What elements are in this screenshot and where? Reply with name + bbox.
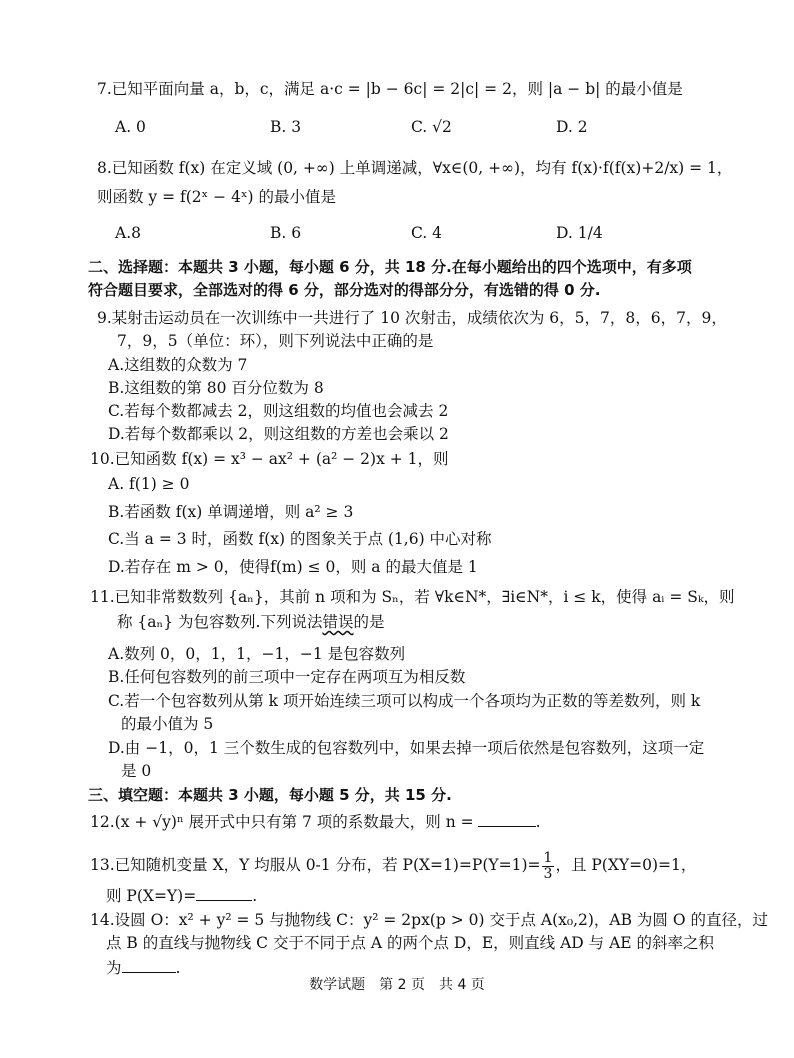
q7-option-b: B. 3 [270,118,302,136]
q13-fraction [542,851,555,882]
q9-option-d: D.若每个数都乘以 2，则这组数的方差也会乘以 2 [108,425,449,443]
q10-option-d: D.若存在 m > 0，使得f(m) ≤ 0，则 a 的最大值是 1 [108,558,478,576]
page-footer: 数学试题 第 2 页 共 4 页 [309,977,485,993]
q10-stem: 10.已知函数 f(x) = x³ − ax² + (a² − 2)x + 1，则 [90,450,449,468]
q8-stem-line1: 8.已知函数 f(x) 在定义域 (0, +∞) 上单调递减，∀x∈(0, +∞)，均有 f(x)·f(f(x)+2/x) = 1， [97,159,733,177]
q11-option-d-line1: D.由 −1，0，1 三个数生成的包容数列中，如果去掉一项后依然是包容数列，这项一定 [108,739,705,757]
q10-option-a: A. f(1) ≥ 0 [108,475,190,493]
q9-stem-line1: 9.某射击运动员在一次训练中一共进行了 10 次射击，成绩依次为 6，5，7，8，6，7，9， [97,309,727,327]
q13-text-a: 13.已知随机变量 X，Y 均服从 0-1 分布，若 P(X=1)=P(Y=1)= [90,856,541,874]
q8-option-d: D. 1/4 [556,224,603,242]
q10-option-c: C.当 a = 3 时，函数 f(x) 的图象关于点 (1,6) 中心对称 [108,530,492,548]
q10-option-b: B.若函数 f(x) 单调递增，则 a² ≥ 3 [108,503,354,521]
q11-option-c-line2: 的最小值为 5 [121,715,214,733]
q14-stem-line1: 14.设圆 O：x² + y² = 5 与抛物线 C：y² = 2px(p > 0) 交于点 A(x₀,2)，AB 为圆 O 的直径，过 [90,911,768,929]
q11-stem-line2c: 的是 [353,613,385,631]
q14-text-c: 为 [106,959,122,977]
q11-option-a: A.数列 0，0，1，1，−1，−1 是包容数列 [108,645,406,663]
q12-answer-blank[interactable] [478,810,536,827]
q11-option-c-line1: C.若一个包容数列从第 k 项开始连续三项可以构成一个各项均为正数的等差数列，则 k [108,692,701,710]
q14-end: . [175,959,181,977]
q8-option-c: C. 4 [411,224,443,242]
section3-heading: 三、填空题：本题共 3 小题，每小题 5 分，共 15 分. [88,786,452,804]
q7-option-d: D. 2 [556,118,588,136]
section2-heading-line2: 符合题目要求，全部选对的得 6 分，部分选对的得部分分，有选错的得 0 分. [88,281,601,299]
q12-text: 12.(x + √y)ⁿ 展开式中只有第 7 项的系数最大，则 n = [90,813,474,831]
q8-option-b: B. 6 [270,224,302,242]
q11-option-d-line2: 是 0 [121,762,152,780]
q9-option-b: B.这组数的第 80 百分位数为 8 [108,379,324,397]
section2-heading-line1: 二、选择题：本题共 3 小题，每小题 6 分，共 18 分.在每小题给出的四个选项中，有多项 [88,258,692,276]
q12-end: . [535,813,541,831]
q9-option-c: C.若每个数都减去 2，则这组数的均值也会减去 2 [108,402,449,420]
q13-fraction-numerator: 1 [543,849,553,866]
q13-stem-line1 [90,850,696,882]
q14-answer-blank[interactable] [122,956,176,973]
q7-option-c: C. √2 [411,118,452,136]
q8-stem-line2: 则函数 y = f(2ˣ − 4ˣ) 的最小值是 [97,188,336,206]
q13-answer-blank[interactable] [196,884,252,901]
q11-stem-line2 [117,611,384,633]
q7-stem: 7.已知平面向量 a，b，c，满足 a·c = |b − 6c| = 2|c| = 2，则 |a − b| 的最小值是 [97,80,683,98]
q8-option-a: A.8 [115,224,141,242]
q13-stem-line2 [106,884,257,907]
q11-option-b: B.任何包容数列的前三项中一定存在两项互为相反数 [108,668,466,686]
q11-emphasis-wrong: 错误 [322,613,354,631]
q7-option-a: A. 0 [115,118,146,136]
q13-text-c: 则 P(X=Y)= [106,887,197,905]
q9-stem-line2: 7，9，5（单位：环），则下列说法中正确的是 [117,332,434,350]
q9-option-a: A.这组数的众数为 7 [108,356,248,374]
q13-fraction-denominator: 3 [543,865,553,882]
q11-stem-line1: 11.已知非常数数列 {aₙ}，其前 n 项和为 Sₙ，若 ∀k∈N*，∃i∈N*，i ≤ k，使得 aᵢ = Sₖ，则 [90,588,735,606]
q13-end: . [252,887,258,905]
q11-stem-line2a: 称 {aₙ} 为包容数列.下列说法 [117,613,323,631]
q14-stem-line2: 点 B 的直线与抛物线 C 交于不同于点 A 的两个点 D，E，则直线 AD 与 AE 的斜率之积 [106,934,715,952]
q13-text-b: ，且 P(XY=0)=1， [555,856,697,874]
q12-stem [90,810,541,833]
